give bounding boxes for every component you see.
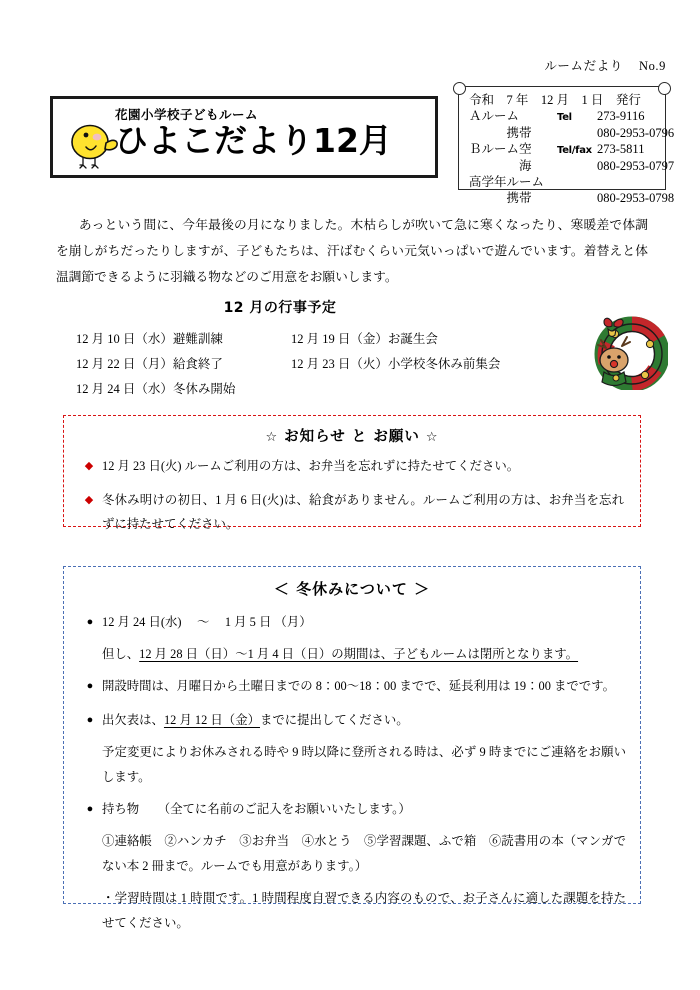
winter-item-sub — [102, 642, 626, 667]
contact-value: 273-9116 — [597, 109, 645, 124]
winter-item-underlined: 12 月 12 日（金） — [163, 713, 260, 727]
intro-paragraph: あっという間に、今年最後の月になりました。木枯らしが吹いて急に寒くなったり、寒暖差で体調を崩しがちだったりしますが、子どもたちは、汗ばむくらい元気いっぱいで遊んでいます。着替えと体温調節できるように羽織る物などのご用意をお願いします。 — [56, 218, 648, 284]
contact-row — [469, 125, 674, 141]
circle-bullet-icon: ● — [86, 803, 94, 815]
winter-item — [78, 610, 626, 635]
notice-title-text: お知らせ と お願い — [284, 429, 420, 445]
contact-value: 273-5811 — [597, 142, 645, 157]
winter-item-text: 開設時間は、月曜日から土曜日までの 8：00～18：00 までで、延長利用は 19：00 までです。 — [102, 679, 615, 693]
schedule-row — [76, 327, 576, 352]
publish-date: 令和 7 年 12 月 1 日 発行 — [469, 93, 641, 107]
contact-value: 080-2953-0797 — [597, 158, 675, 173]
corner-curl-left-icon — [453, 82, 466, 95]
star-right-icon: ☆ — [425, 430, 439, 445]
notice-list — [76, 454, 624, 546]
contact-label: 高学年ルーム — [469, 174, 545, 189]
contact-label: 携帯 — [469, 125, 532, 140]
winter-sub-prefix: 但し、 — [102, 647, 140, 661]
diamond-bullet-icon: ◆ — [84, 460, 94, 472]
tel-icon-label: Tel/fax — [557, 145, 592, 157]
tel-icon-label: Tel — [557, 112, 572, 124]
contact-row — [469, 141, 674, 157]
winter-item — [78, 797, 626, 822]
issue-label: ルームだより — [544, 59, 623, 73]
contact-label: 携帯 — [469, 191, 532, 206]
circle-bullet-icon: ● — [86, 680, 94, 692]
schedule-row — [76, 377, 576, 402]
page-title: ひよこだより12月 — [115, 121, 392, 160]
issue-number: No.9 — [638, 59, 666, 73]
title-block — [50, 96, 438, 178]
star-left-icon: ☆ — [265, 430, 279, 445]
contact-row — [469, 158, 674, 174]
contact-label: Ｂルーム空 — [469, 142, 532, 157]
school-name: 花園小学校子どもルーム — [115, 107, 259, 122]
winter-item — [78, 708, 626, 733]
contact-label: 海 — [469, 158, 532, 173]
chick-icon — [65, 121, 121, 173]
winter-item-sub: ・学習時間は 1 時間です。1 時間程度自習できる内容のもので、お子さんに適した課題を持たせてください。 — [102, 891, 626, 930]
notice-item — [76, 454, 624, 478]
diamond-bullet-icon: ◆ — [84, 494, 94, 506]
notice-item-text: 12 月 23 日(火) ルームご利用の方は、お弁当を忘れずに持たせてください。 — [102, 459, 520, 473]
schedule-entry: 12 月 23 日（火）小学校冬休み前集会 — [291, 357, 501, 371]
schedule-entry: 12 月 19 日（金）お誕生会 — [291, 332, 438, 346]
issue-line — [544, 56, 666, 74]
winter-item-text: 12 月 24 日(水) ～ 1 月 5 日 （月） — [102, 615, 312, 629]
contact-row — [469, 174, 674, 190]
contact-value: 080-2953-0796 — [597, 125, 675, 140]
notice-title — [64, 425, 640, 446]
schedule-entry: 12 月 10 日（水）避難訓練 — [76, 332, 223, 346]
notice-item-text: 冬休み明けの初日、1 月 6 日(火)は、給食がありません。ルームご利用の方は、お弁当を忘れずに持たせてください。 — [102, 493, 624, 531]
contact-info-box — [458, 86, 675, 206]
winter-item-text — [102, 708, 626, 733]
reindeer-wreath-icon — [592, 310, 668, 390]
winter-item-suffix: までに提出してください。 — [259, 713, 409, 727]
winter-item — [78, 674, 626, 699]
schedule-row — [76, 352, 576, 377]
winter-item-prefix: 出欠表は、 — [102, 713, 164, 727]
schedule-entry: 12 月 24 日（水）冬休み開始 — [76, 382, 236, 396]
notice-item — [76, 488, 624, 536]
contact-label: Ａルーム — [469, 109, 520, 124]
schedule-entry — [291, 377, 506, 402]
schedule-title: 12 月の行事予定 — [223, 300, 337, 316]
contact-value: 080-2953-0798 — [597, 191, 675, 206]
circle-bullet-icon: ● — [86, 616, 94, 628]
schedule-entry: 12 月 22 日（月）給食終了 — [76, 357, 223, 371]
winter-sub-underlined: 12 月 28 日（日）～1 月 4 日（日）の期間は、子どもルームは閉所となります。 — [139, 647, 579, 661]
winter-break-body — [78, 610, 626, 936]
contact-row — [469, 190, 674, 206]
winter-item-sub: 予定変更によりお休みされる時や 9 時以降に登所される時は、必ず 9 時までにご連絡をお願いします。 — [102, 745, 626, 784]
winter-item-text: 持ち物 （全てに名前のご記入をお願いいたします。） — [102, 802, 411, 816]
winter-break-title: ＜ 冬休みについて ＞ — [273, 580, 431, 598]
contact-row — [469, 108, 674, 124]
schedule-list — [76, 327, 576, 402]
circle-bullet-icon: ● — [86, 714, 94, 726]
notice-box — [63, 415, 641, 531]
winter-item-sub: ①連絡帳 ②ハンカチ ③お弁当 ④水とう ⑤学習課題、ふで箱 ⑥読書用の本（マンガでない本 2 冊まで。ルームでも用意があります。） — [102, 834, 626, 873]
winter-break-box — [63, 566, 641, 930]
